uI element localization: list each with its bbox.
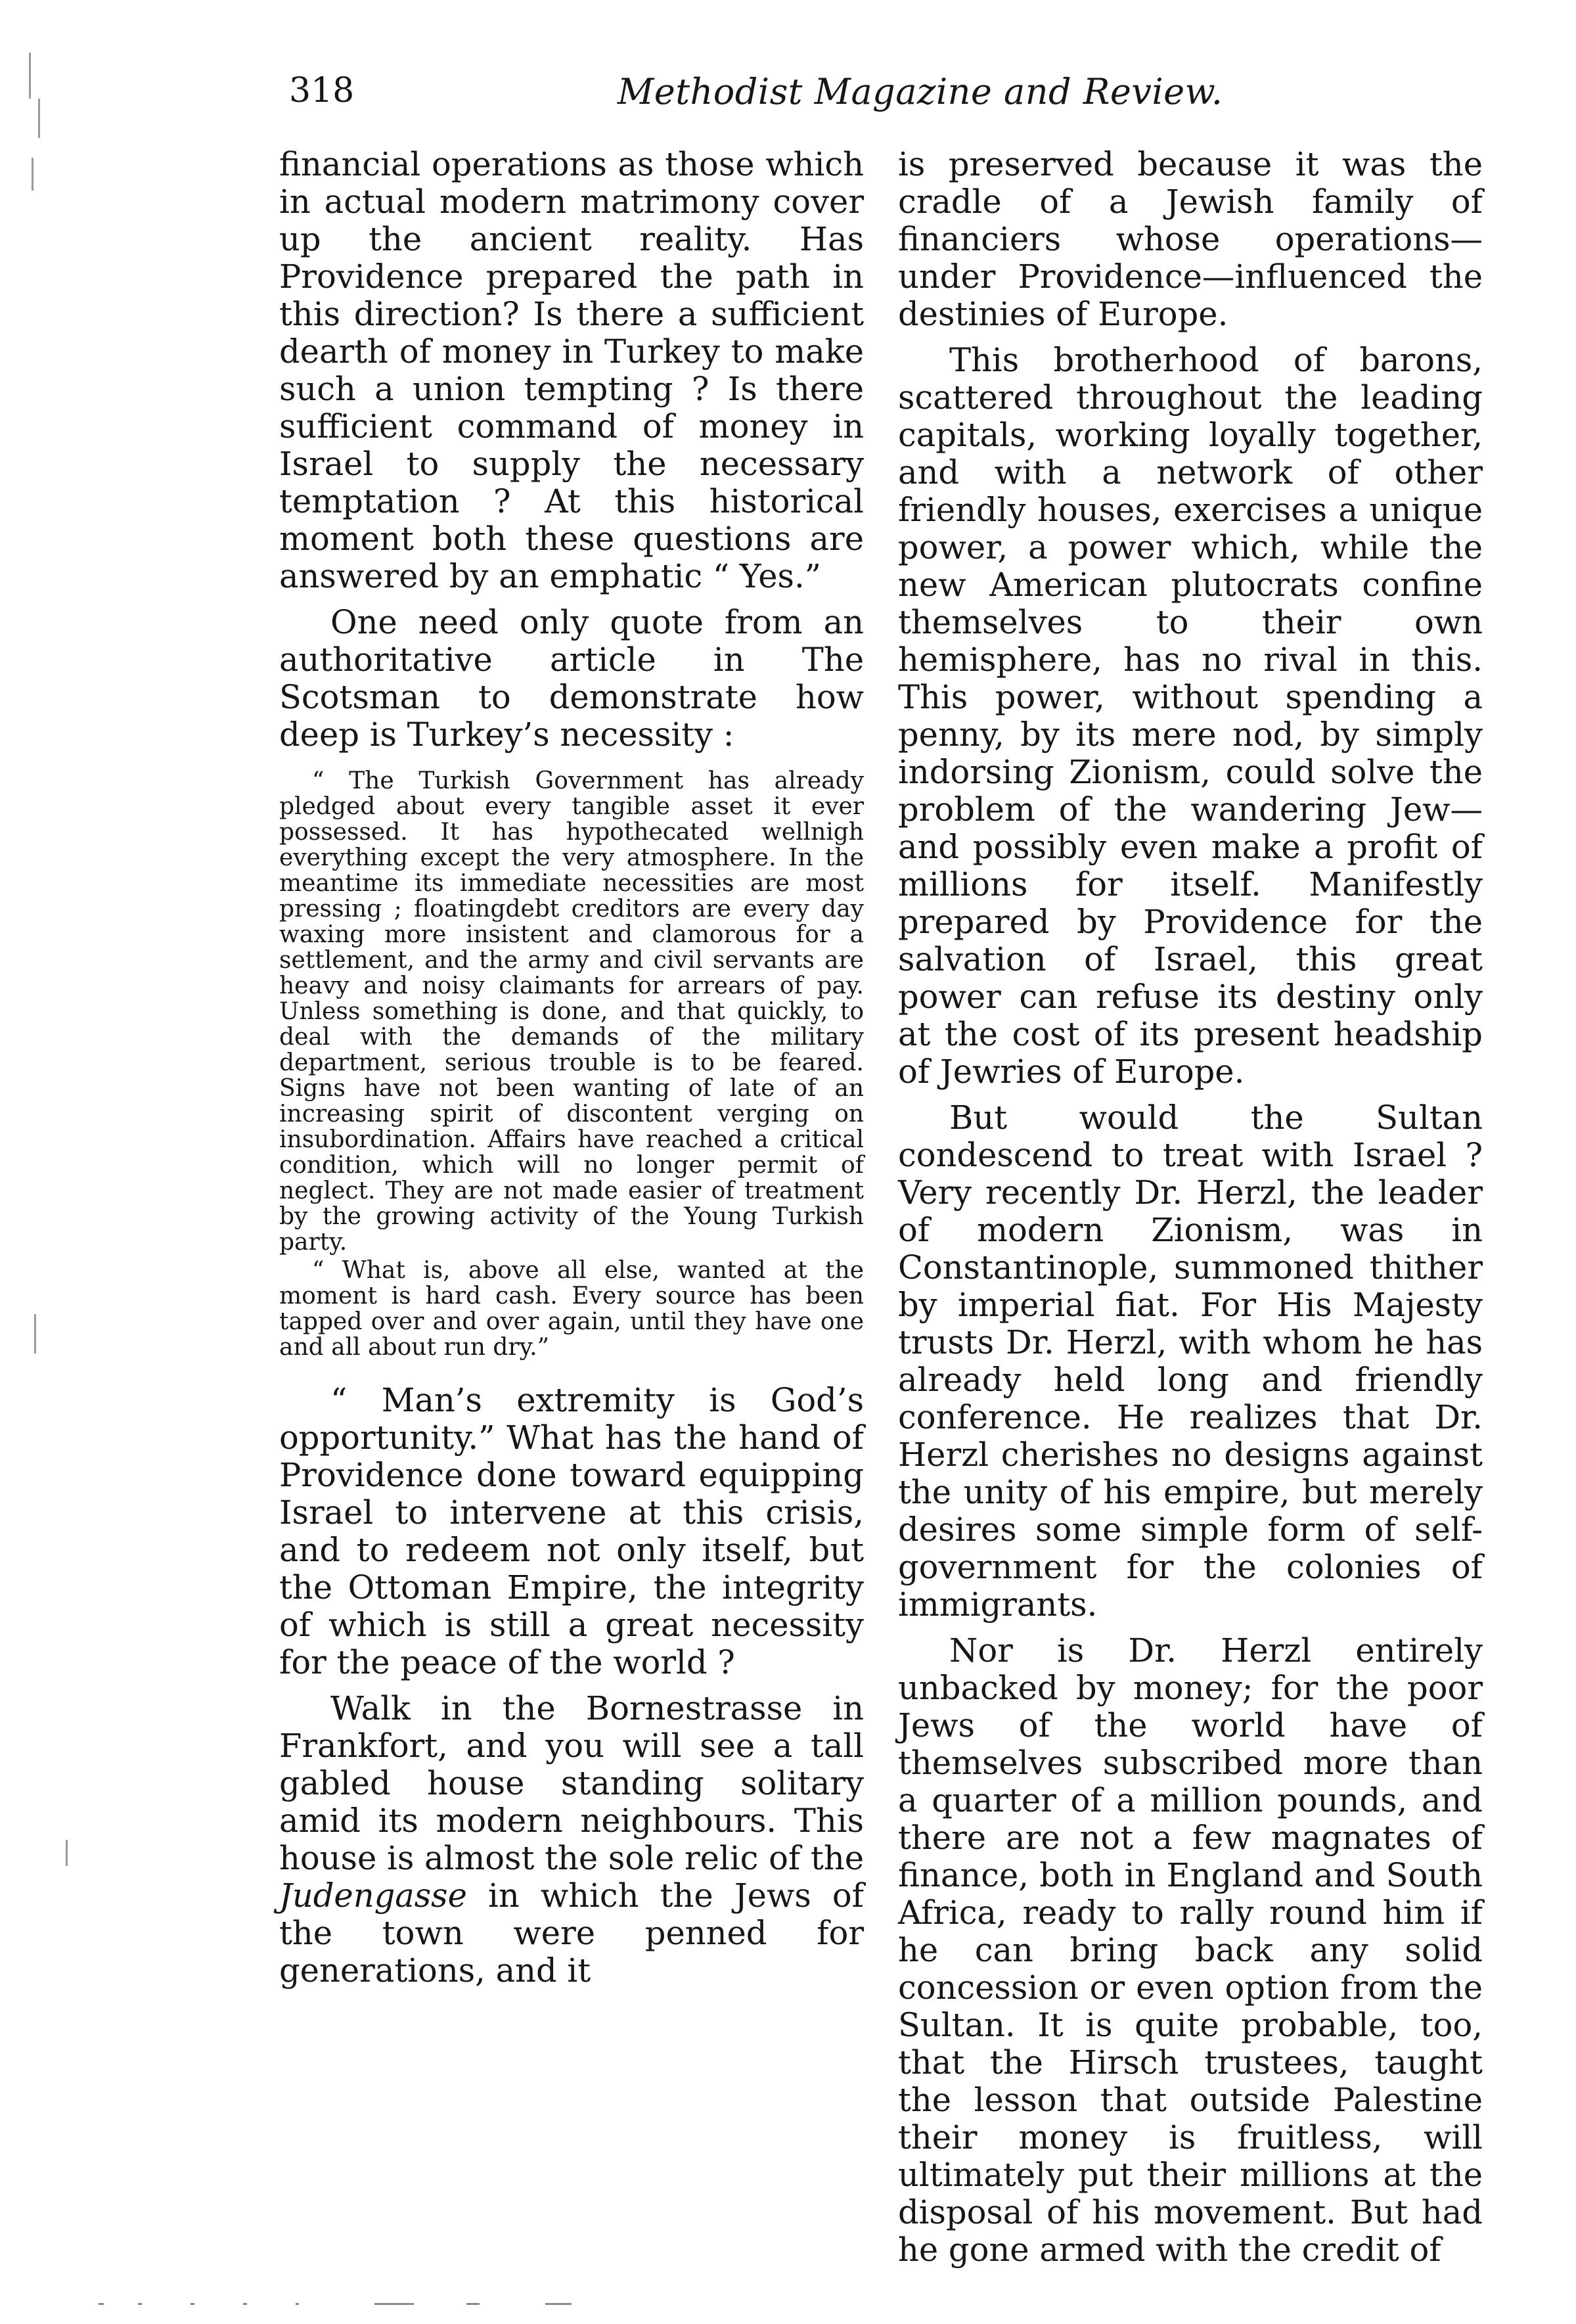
right-column xyxy=(898,146,1483,2269)
running-title: Methodist Magazine and Review. xyxy=(618,71,1223,112)
left-paragraph-2: One need only quote from an authoritative article in The Scotsman to demonstrate how deep is Turkey’s necessity : xyxy=(279,603,864,754)
scan-edge-marks xyxy=(0,0,79,2324)
right-paragraph-2: This brotherhood of barons, scattered throughout the leading capitals, working loyally together, and with a network of other friendly houses, exercises a unique power, a power which, while the new American plutocrats confine themselves to their own hemisphere, has no rival in this. This power, without spending a penny, by its mere nod, by simply indorsing Zionism, could solve the problem of the wandering Jew—and possibly even make a profit of millions for itself. Manifestly prepared by Providence for the salvation of Israel, this great power can refuse its destiny only at the cost of its present headship of Jewries of Europe. xyxy=(898,341,1483,1091)
left-paragraph-4 xyxy=(279,1690,864,1990)
quote-paragraph-1: “ The Turkish Government has already pledged about every tangible asset it ever possessed. It has hypothecated wellnigh everything except the very atmosphere. In the meantime its immediate necessities are most pressing ; floatingdebt creditors are every day waxing more insistent and clamorous for a settlement, and the army and civil servants are heavy and noisy claimants for arrears of pay. Unless something is done, and that quickly, to deal with the demands of the military department, serious trouble is to be feared. Signs have not been wanting of late of an increasing spirit of discontent verging on insubordination. Affairs have reached a critical condition, which will no longer permit of neglect. They are not made easier of treatment by the growing activity of the Young Turkish party. xyxy=(279,767,864,1256)
block-quote-scotsman xyxy=(279,768,864,1360)
right-paragraph-4: Nor is Dr. Herzl entirely unbacked by money; for the poor Jews of the world have of themselves subscribed more than a quarter of a million pounds, and there are not a few magnates of finance, both in England and South Africa, ready to rally round him if he can bring back any solid concession or even option from the Sultan. It is quite probable, too, that the Hirsch trustees, taught the lesson that outside Palestine their money is fruitless, will ultimately put their millions at the disposal of his movement. But had he gone armed with the credit of xyxy=(898,1631,1483,2269)
left-paragraph-3: “ Man’s extremity is God’s opportunity.” What has the hand of Providence done toward equipping Israel to intervene at this crisis, and to redeem not only itself, but the Ottoman Empire, the integrity of which is still a great necessity for the peace of the world ? xyxy=(279,1381,864,1681)
left-column xyxy=(279,146,864,1990)
quote-paragraph-2: “ What is, above all else, wanted at the moment is hard cash. Every source has been tapped over and over again, until they have one and all about run dry.” xyxy=(279,1257,864,1361)
right-paragraph-3: But would the Sultan condescend to treat with Israel ? Very recently Dr. Herzl, the leader of modern Zionism, was in Constantinople, summoned thither by imperial fiat. For His Majesty trusts Dr. Herzl, with whom he has already held long and friendly conference. He realizes that Dr. Herzl cherishes no designs against the unity of his empire, but merely desires some simple form of self-government for the colonies of immigrants. xyxy=(898,1099,1483,1624)
page-header xyxy=(0,71,1576,117)
scan-bottom-noise xyxy=(99,2303,624,2305)
judengasse-italic: Judengasse xyxy=(279,1877,467,1915)
left-paragraph-1: financial operations as those which in actual modern matrimony cover up the ancient reality. Has Providence prepared the path in this direction? Is there a sufficient dearth of money in Turkey to make such a union tempting ? Is there sufficient command of money in Israel to supply the necessary temptation ? At this historical moment both these questions are answered by an emphatic “ Yes.” xyxy=(279,145,864,595)
right-paragraph-1: is preserved because it was the cradle of a Jewish family of financiers whose operations—under Providence—influenced the destinies of Europe. xyxy=(898,145,1483,333)
page-number: 318 xyxy=(289,71,355,110)
left-paragraph-4-part-b: in which the Jews of the town were penned for generations, and it xyxy=(279,1877,864,1990)
left-paragraph-4-part-a: Walk in the Bornestrasse in Frankfort, and you will see a tall gabled house standing solitary amid its modern neighbours. This house is almost the sole relic of the xyxy=(279,1689,864,1877)
